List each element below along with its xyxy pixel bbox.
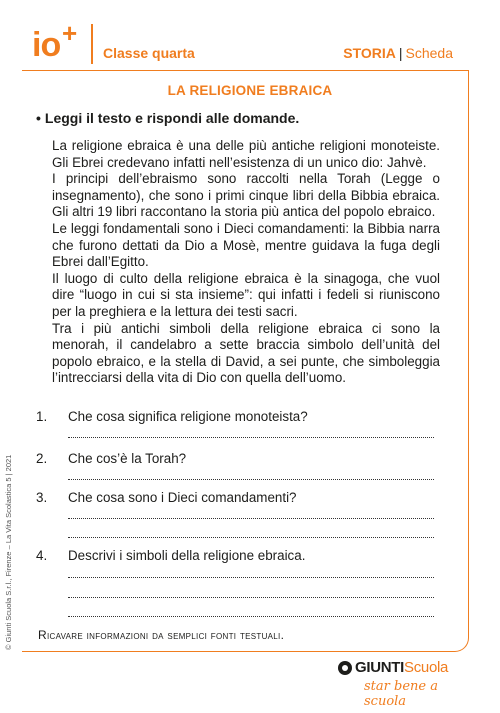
class-label: Classe quarta [103,45,195,61]
paragraph: I principi dell’ebraismo sono raccolti nella Torah (Legge o insegnamento), che sono i primi cinque libri della Bibbia ebraica. Gli altri 19 libri raccontano la storia più antica del popolo ebraico. [52,171,440,220]
header-divider [91,24,93,64]
publisher-name-light: Scuola [404,659,449,676]
answer-line[interactable] [68,479,434,480]
copyright-note: © Giunti Scuola S.r.l., Firenze – La Vita Scolastica 5 | 2021 [4,454,13,650]
answer-line[interactable] [68,616,434,617]
publisher-tagline: star bene a scuola [364,679,438,709]
page-title: LA RELIGIONE EBRAICA [167,83,333,98]
giunti-scuola-logo [338,659,468,709]
paragraph: Il luogo di culto della religione ebraica è la sinagoga, che vuol dire “luogo in cui si sta insieme”: qui infatti i fedeli si riuniscono per la preghiera e la lettura dei testi sacri. [52,270,440,319]
doc-type: Scheda [405,45,453,61]
bullet: • [36,110,41,126]
question-4 [36,548,305,563]
plus-icon: + [62,18,78,48]
question-number: 1. [36,409,48,424]
paragraph: Le leggi fondamentali sono i Dieci comandamenti: la Bibbia narra che furono dettati da Dio a Mosè, mentre guidava la fuga degli Ebrei dall’Egitto. [52,220,440,270]
question-number: 2. [36,451,48,466]
question-2 [36,451,186,466]
publisher-name [355,659,448,676]
instruction-text: Leggi il testo e rispondi alle domande. [44,110,300,126]
question-text: Che cosa sono i Dieci comandamenti? [68,490,297,505]
question-3 [36,490,297,505]
giunti-g-icon [338,661,352,675]
subject-label [343,45,453,61]
question-1 [36,409,308,424]
question-text: Descrivi i simboli della religione ebraica. [68,548,306,563]
io-logo [32,18,78,64]
subject-name: STORIA [343,45,396,61]
paragraph: La religione ebraica è una delle più antiche religioni monoteiste. Gli Ebrei credevano infatti nell’esistenza di un unico dio: Jahvè. [52,138,440,170]
answer-line[interactable] [68,518,434,519]
answer-line[interactable] [68,577,434,578]
question-text: Che cos’è la Torah? [68,451,187,466]
question-number: 3. [36,490,48,505]
answer-line[interactable] [68,597,434,598]
publisher-name-bold: GIUNTI [355,659,405,676]
learning-goal: Ricavare informazioni da semplici fonti testuali. [38,628,285,642]
question-number: 4. [36,548,48,563]
paragraph: Tra i più antichi simboli della religione ebraica ci sono la menorah, il candelabro a sette braccia simbolo dell’unità del popolo ebraico, e la stella di David, a sei punte, che simboleggia l’intrecciarsi della vita di Dio con quella dell’uomo. [52,320,440,386]
logo-text: io [32,26,61,64]
reading-text [52,138,440,387]
answer-line[interactable] [68,437,434,438]
instruction [36,110,299,126]
question-text: Che cosa significa religione monoteista? [68,409,308,424]
answer-line[interactable] [68,537,434,538]
subject-separator: | [398,45,403,61]
